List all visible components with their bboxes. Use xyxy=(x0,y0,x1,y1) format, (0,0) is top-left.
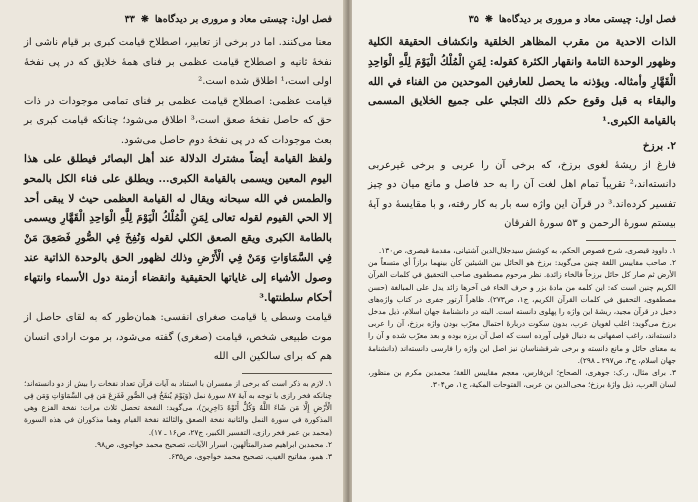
footnote-separator xyxy=(242,373,332,374)
running-header xyxy=(24,14,332,25)
paragraph: معنا می‌کنند. اما در برخی از تعابیر، اصطلاح قیامت کبری بر قیام ناشی از نفخهٔ ثانیه و اصطلاح قیامت عظمی بر فنای همهٔ خلایق که در پی نفخهٔ اولی است،¹ اطلاق شده است.² xyxy=(24,37,332,87)
paragraph-barzakh: فارغ از ریشهٔ لغوی برزخ، که برخی آن را عربی و برخی غیرعربی دانسته‌اند،² تقریباً تمام اهل لغت آن را به حد فاصل و مانع میان دو چیز تفسیر کرده‌اند.³ در قرآن این واژه سه بار به کار رفته، و با مقایسهٔ دو آیهٔ بیستم سورهٔ الرحمن و ۵۳ سورهٔ الفرقان xyxy=(368,159,676,230)
footnote: ۱. داوود قیصری، شرح فصوص الحکم، به کوشش سیدجلال‌الدین آشتیانی، مقدمهٔ قیصری، ص۱۳۰. xyxy=(378,245,676,255)
footnote: ۳. برای مثال، ر.ک: جوهری، الصحاح؛ ابن‌فارس، معجم مقاییس اللغة؛ محمدبن مکرم بن منظور، لسان العرب، ذیل واژهٔ برزخ؛ محی‌الدین بن عربی، الفتوحات المکیة، ج۱، ص۳۰۴. xyxy=(368,368,676,390)
running-header xyxy=(368,14,676,25)
header-title: فصل اول: چیستی معاد و مروری بر دیدگاه‌ها xyxy=(498,14,676,25)
footnote: ۳. همو، مفاتیح الغیب، تصحیح محمد خواجوی، ص۶۳۵. xyxy=(168,452,332,462)
left-page xyxy=(0,0,346,502)
footnote: ۲. محمدبن ابراهیم صدرالمتألهین، اسرار الآیات، تصحیح محمد خواجوی، ص۹۸. xyxy=(94,439,332,449)
arabic-quotation: الذات الاحدية من مقرب المظاهر الخلقية وانكشاف الحقيقة الكلية وظهور الوحدة التامة وانقهار الكثرة كقوله: لِمَنِ الْمُلْكُ الْيَوْمَ لِلَّهِ الْوَاحِدِ الْقَهَّارِ وأمثاله. ويؤذنه ما يحصل للعارفين الموحدين من الفناء في الله والبقاء به قبل وقوع حكم ذلك التجلي على جميع الخلايق المسمى بالقيامة الكبرى.¹ xyxy=(368,36,676,128)
paragraph-qiyamat-vusta: قیامت وسطی یا قیامت صغرای انفسی: همان‌طور که به لقای حاصل از موت طبیعی شخص، قیامت (صغری) گفته می‌شود، بر موت ارادی انسان هم که برای سالکین الی الله xyxy=(24,312,332,363)
header-title: فصل اول: چیستی معاد و مروری بر دیدگاه‌ها xyxy=(154,14,332,25)
page-number: ۳۵ xyxy=(468,14,479,25)
paragraph-qiyamat-uzma: قیامت عظمی: اصطلاح قیامت عظمی بر فنای تمامی موجودات در ذات حق که حاصل نفخهٔ صعق است،³ اطلاق می‌شود؛ چنانکه قیامت کبری بر بعث موجودات که در پی نفخهٔ دوم حاصل می‌شود. xyxy=(24,95,333,146)
header-ornament: ❋ xyxy=(140,14,149,25)
arabic-quotation: ولفظ القيامة أيضاً مشترك الدلالة عند أهل البصائر فيطلق على هذا اليوم المعين ويسمى بالقيامة الكبرى... ويطلق على فناء الكل بالمحو والطمس في الله سبحانه ويقال له القيامة العظمى حيث لا يبقى أحد إلا الحي القيوم لقوله تعالى لِمَنِ الْمُلْكُ الْيَوْمَ لِلَّهِ الْوَاحِدِ الْقَهَّارِ ويسمى بالطامة الكبرى ويقع الصعق الكلي لقوله وَنُفِخَ فِي الصُّورِ فَصَعِقَ مَنْ فِي السَّمَاوَاتِ وَمَنْ فِي الْأَرْضِ وذلك لظهور الحق بالوحدة الذاتية عند وصول الأشياء إلى غاياتها الحقيقية وانقضاء أزمنة دول الأسماء وانتهاء أحكام سلطنتها.³ xyxy=(24,153,332,304)
footnote-separator xyxy=(586,240,676,241)
section-heading: ۲. برزخ xyxy=(642,139,676,152)
page-number: ۳۳ xyxy=(124,14,135,25)
header-ornament: ❋ xyxy=(484,14,493,25)
footnote: ۲. صاحب مقاییس اللغة چنین می‌گوید: برزخ هو الحائل بين الشيئين كأن بينهما برازاً أي متسعاً من الأرض ثم صار كل حائل برزخاً فالخاء زائدة. نظر مرحوم مصطفوی صاحب التحقيق في كلمات القرآن الكريم چنین است که: این کلمه من مادهٔ بزر و حرف الخاء فی آخرها زائد يدل على المبالغة (حسن مصطفوی، التحقیق في کلمات القرآن الکریم، ج۱، ص۲۷۳). ظاهراً آرتور جفری در کتاب واژه‌های دخیل در قرآن مجید، ریشهٔ این واژه را پهلوی دانسته است. البته در دانشنامهٔ جهان اسلام، ذیل مدخل برزخ می‌گوید: اغلب لغویان عرب، بدون سکوت دربارهٔ احتمال معرّب بودن واژه برزخ، آن را عربی دانسته‌اند، راغب اصفهانی به دنبال قولی آورده است که اصل آن برزه بوده و بعد معرّب شده و آن را به معنای حائل و مانع دانسته و برخی شرقشناسان نیز اصل این واژه را فارسی دانسته‌اند (دانشنامهٔ جهان اسلام، ج۳، ص۲۹۷ ـ ۲۹۸). xyxy=(368,258,676,365)
footnote: ۱. لازم به ذکر است که برخی از مفسران با استناد به آیات قرآن تعداد نفخات را بیش از دو دانسته‌اند؛ چنانکه فخر رازی با توجه به آیهٔ ۸۷ سورهٔ نمل (وَيَوْمَ يُنفَخُ فِي الصُّورِ فَفَزِعَ مَن فِي السَّمَاوَاتِ وَمَن فِي الْأَرْضِ إِلَّا مَن شَاءَ اللَّهُ وَكُلٌّ أَتَوْهُ دَاخِرِينَ)، می‌گوید: النفخة تحصل ثلاث مرات: نفخة الفزع وهي المذكورة في سورة النمل والثانية نفخة الصعق والثالثة نفخة القيام وهما مذكوران في هذه السورة (محمد بن عمر فخر رازی، التفسیر الکبیر، ج۲۷، ص۱۶ ـ ۱۷). xyxy=(24,378,332,437)
right-page xyxy=(352,0,698,502)
